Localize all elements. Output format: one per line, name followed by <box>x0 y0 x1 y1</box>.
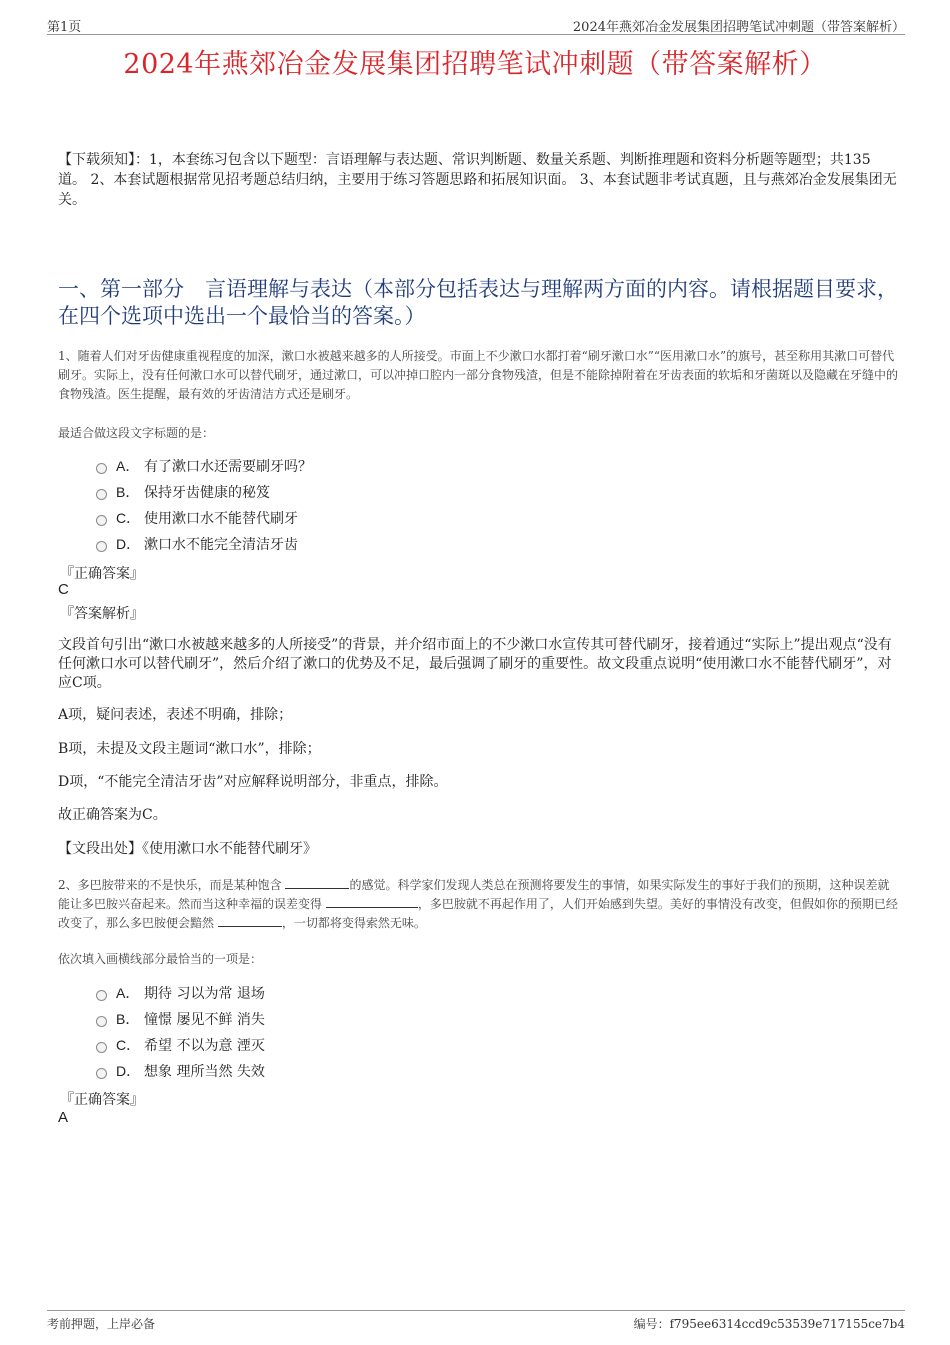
question-1-options <box>96 453 312 557</box>
footer-slogan: 考前押题，上岸必备 <box>47 1317 156 1331</box>
question-2-prompt: 依次填入画横线部分最恰当的一项是： <box>58 952 263 966</box>
question-1-prompt: 最适合做这段文字标题的是： <box>58 426 215 440</box>
analysis-label: 『答案解析』 <box>60 606 144 622</box>
radio-icon[interactable] <box>96 489 107 500</box>
correct-answer: A <box>58 1109 69 1126</box>
radio-icon[interactable] <box>96 463 107 474</box>
answer-label: 『正确答案』 <box>60 1092 144 1108</box>
question-1-text: 1、随着人们对牙齿健康重视程度的加深，漱口水被越来越多的人所接受。市面上不少漱口水都打着“刷牙漱口水”“医用漱口水”的旗号，甚至称用其漱口可替代刷牙。实际上，没有任何漱口水可以替代刷牙，通过漱口，可以冲掉口腔内一部分食物残渣，但是不能除掉附着在牙齿表面的软垢和牙菌斑以及隐藏在牙缝中的食物残渣。医生提醒，最有效的牙齿清洁方式还是刷牙。 <box>58 349 899 401</box>
fill-blank-1 <box>285 877 349 889</box>
header-doc-title: 2024年燕郊冶金发展集团招聘笔试冲刺题（带答案解析） <box>572 20 905 35</box>
option-a[interactable]: A． 有了漱口水还需要刷牙吗？ <box>96 453 312 479</box>
page-footer <box>47 1310 905 1331</box>
fill-blank-2 <box>326 896 418 908</box>
radio-icon[interactable] <box>96 1068 107 1079</box>
option-d[interactable]: D． 想象 理所当然 失效 <box>96 1058 265 1084</box>
analysis-note-d: D项，“不能完全清洁牙齿”对应解释说明部分，非重点，排除。 <box>58 774 448 790</box>
download-notice: 【下载须知】：1，本套练习包含以下题型：言语理解与表达题、常识判断题、数量关系题、判断推理题和资料分析题等题型；共135道。 2、本套试题根据常见招考题总结归纳，主要用于练习答题思路和拓展知识面。 3、本套试题非考试真题，且与燕郊冶金发展集团无关。 <box>58 152 897 208</box>
analysis-text: 文段首句引出“漱口水被越来越多的人所接受”的背景，并介绍市面上的不少漱口水宣传其可替代刷牙，接着通过“实际上”提出观点“没有任何漱口水可以替代刷牙”，然后介绍了漱口的优势及不足，最后强调了刷牙的重要性。故文段重点说明“使用漱口水不能替代刷牙”，对应C项。 <box>58 637 892 691</box>
section-heading: 一、第一部分 言语理解与表达（本部分包括表达与理解两方面的内容。请根据题目要求，在四个选项中选出一个最恰当的答案。） <box>58 277 898 328</box>
page-header <box>47 14 905 35</box>
radio-icon[interactable] <box>96 1042 107 1053</box>
radio-icon[interactable] <box>96 1016 107 1027</box>
option-a[interactable]: A． 期待 习以为常 退场 <box>96 980 265 1006</box>
option-b[interactable]: B． 保持牙齿健康的秘笈 <box>96 479 312 505</box>
option-c[interactable]: C． 希望 不以为意 湮灭 <box>96 1032 265 1058</box>
answer-label: 『正确答案』 <box>60 566 144 582</box>
radio-icon[interactable] <box>96 990 107 1001</box>
option-b[interactable]: B． 憧憬 屡见不鲜 消失 <box>96 1006 265 1032</box>
analysis-conclusion: 故正确答案为C。 <box>58 807 167 823</box>
fill-blank-3 <box>218 915 282 927</box>
radio-icon[interactable] <box>96 541 107 552</box>
analysis-note-a: A项，疑问表述，表述不明确，排除； <box>58 707 293 723</box>
page-number: 第1页 <box>47 20 82 35</box>
question-2-options <box>96 980 265 1084</box>
question-2-text: 2、多巴胺带来的不是快乐，而是某种饱含 的感觉。科学家们发现人类总在预测将要发生的事情，如果实际发生的事好于我们的预期，这种误差就能让多巴胺兴奋起来。然而当这种幸福的误差变得 ，多巴胺就不再起作用了，人们开始感到失望。美好的事情没有改变，但假如你的预期已经改变了，那么多巴胺便会黯然 ，一切都将变得索然无味。 <box>58 878 898 930</box>
document-title: 2024年燕郊冶金发展集团招聘笔试冲刺题（带答案解析） <box>123 49 827 80</box>
correct-answer: C <box>58 581 69 598</box>
document-id: 编号：f795ee6314ccd9c53539e717155ce7b4 <box>633 1317 905 1331</box>
radio-icon[interactable] <box>96 515 107 526</box>
option-d[interactable]: D． 漱口水不能完全清洁牙齿 <box>96 531 312 557</box>
analysis-note-b: B项，未提及文段主题词“漱口水”，排除； <box>58 741 321 757</box>
option-c[interactable]: C． 使用漱口水不能替代刷牙 <box>96 505 312 531</box>
text-source: 【文段出处】《使用漱口水不能替代刷牙》 <box>58 841 317 857</box>
